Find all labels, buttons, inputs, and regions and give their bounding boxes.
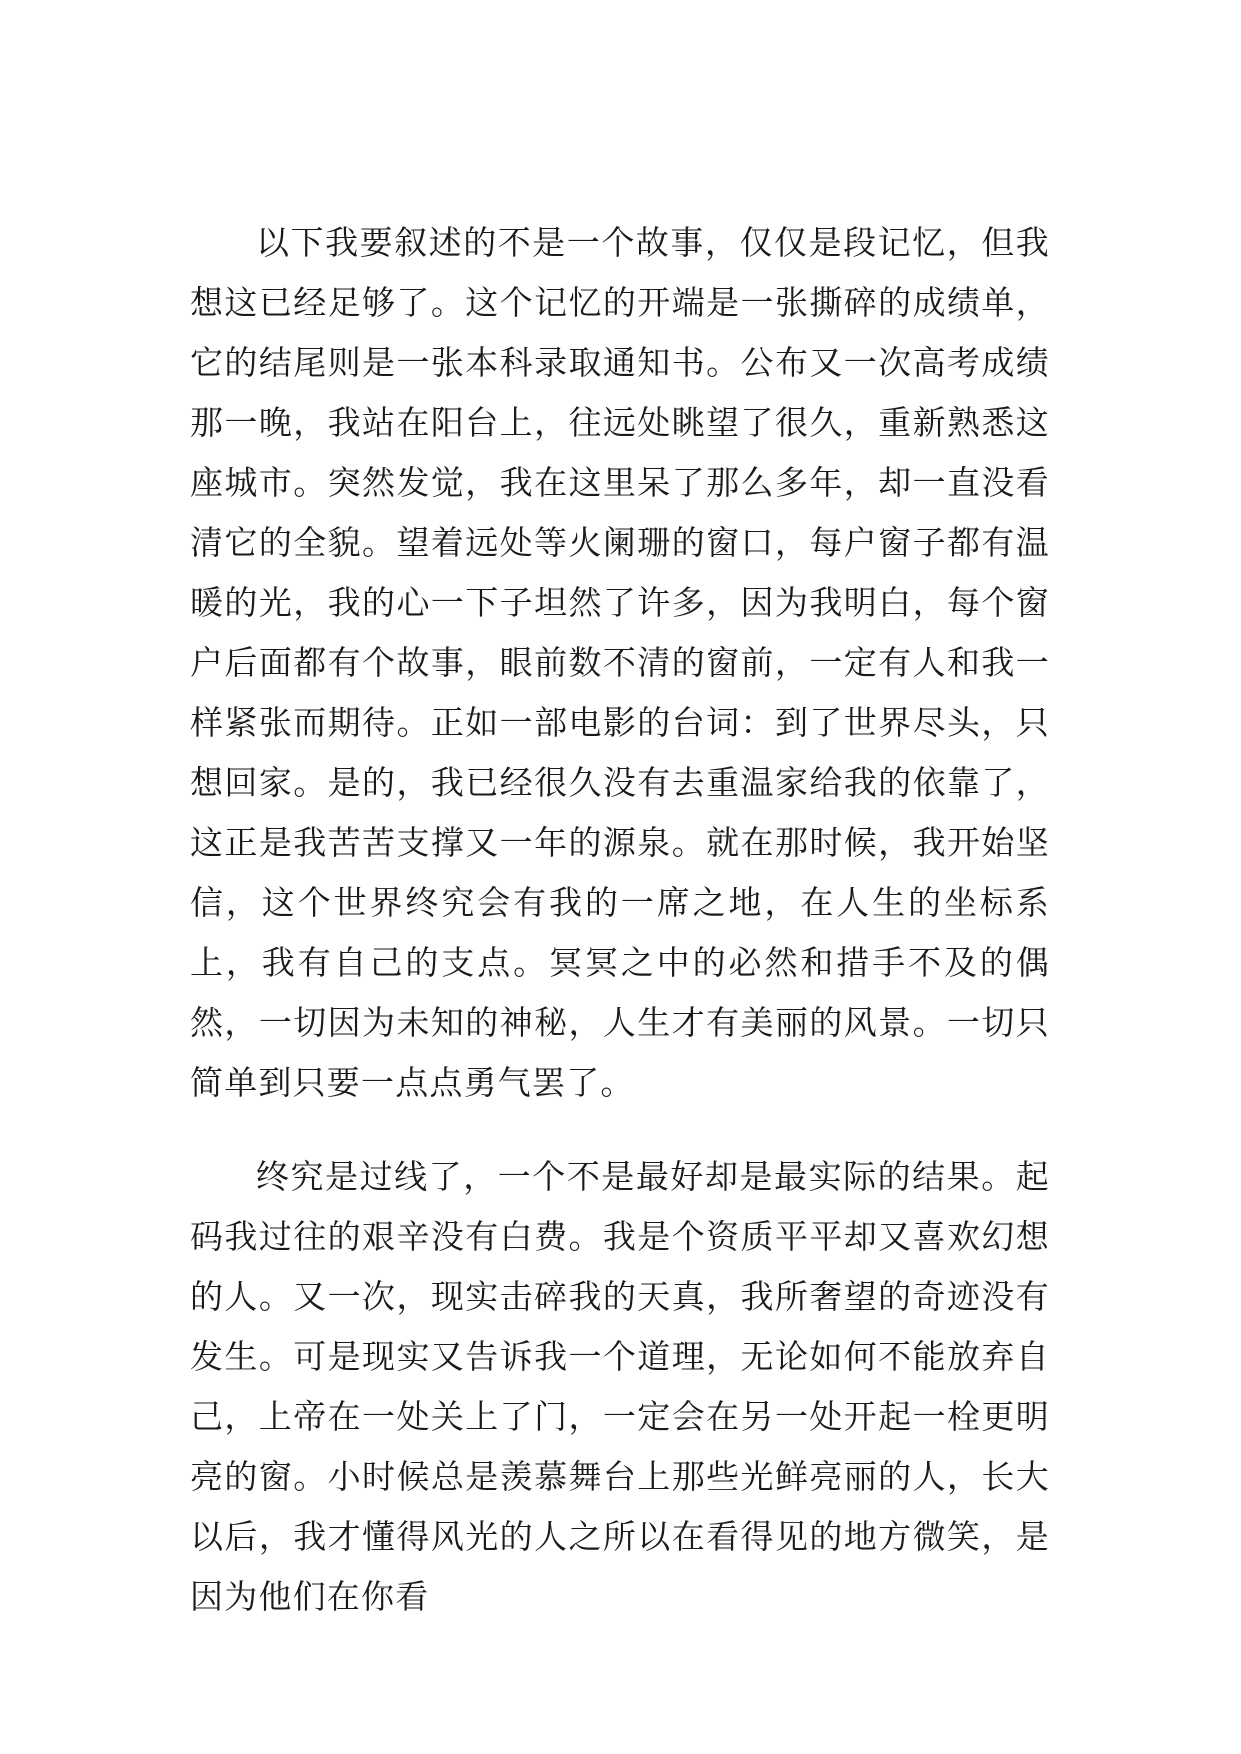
body-paragraph-2: 终究是过线了，一个不是最好却是最实际的结果。起码我过往的艰辛没有白费。我是个资质平平却又喜欢幻想的人。又一次，现实击碎我的天真，我所奢望的奇迹没有发生。可是现实又告诉我一个道理，无论如何不能放弃自己，上帝在一处关上了门，一定会在另一处开起一栓更明亮的窗。小时候总是羡慕舞台上那些光鲜亮丽的人，长大以后，我才懂得风光的人之所以在看得见的地方微笑，是因为他们在你看	[190, 1157, 1050, 1616]
body-paragraph-1: 以下我要叙述的不是一个故事，仅仅是段记忆，但我想这已经足够了。这个记忆的开端是一张撕碎的成绩单，它的结尾则是一张本科录取通知书。公布又一次高考成绩那一晚，我站在阳台上，往远处眺望了很久，重新熟悉这座城市。突然发觉，我在这里呆了那么多年，却一直没看清它的全貌。望着远处等火阑珊的窗口，每户窗子都有温暖的光，我的心一下子坦然了许多，因为我明白，每个窗户后面都有个故事，眼前数不清的窗前，一定有人和我一样紧张而期待。正如一部电影的台词：到了世界尽头，只想回家。是的，我已经很久没有去重温家给我的依靠了，这正是我苦苦支撑又一年的源泉。就在那时候，我开始坚信，这个世界终究会有我的一席之地，在人生的坐标系上，我有自己的支点。冥冥之中的必然和措手不及的偶然，一切因为未知的神秘，人生才有美丽的风景。一切只简单到只要一点点勇气罢了。	[190, 223, 1050, 1102]
